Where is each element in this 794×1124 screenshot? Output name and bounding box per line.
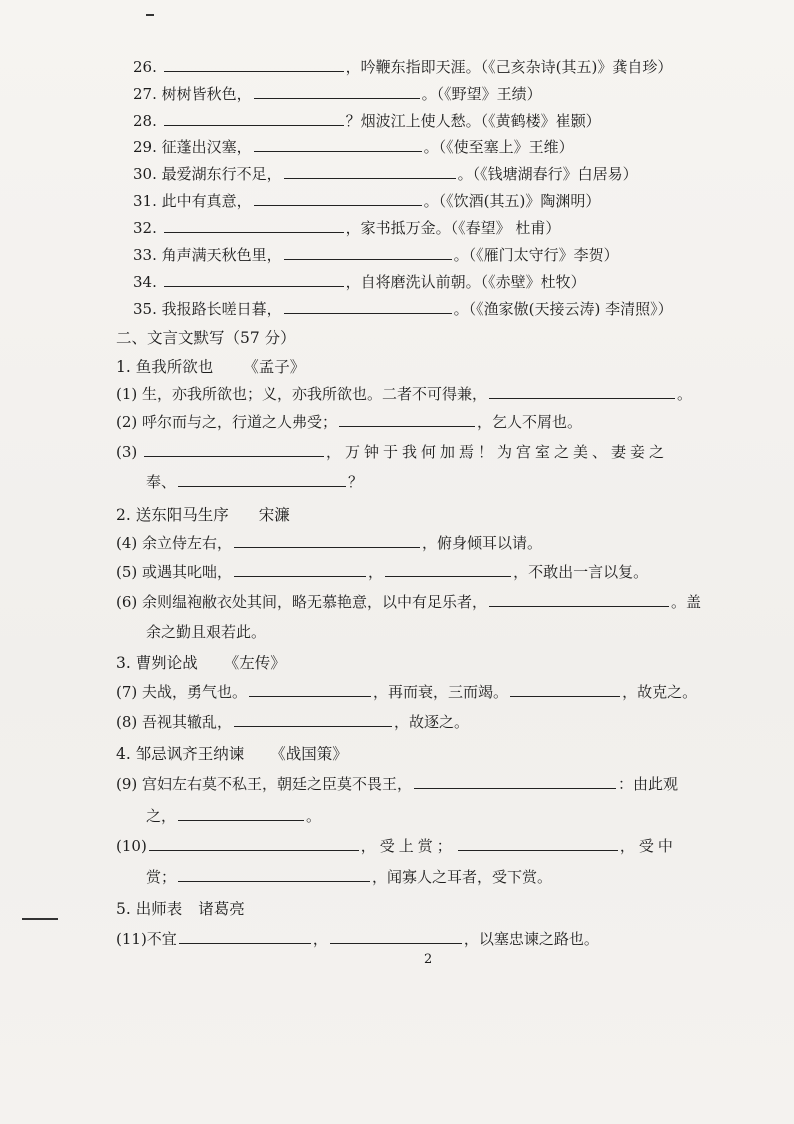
answer-blank[interactable] — [414, 774, 616, 789]
passage-title-5: 5. 出师表 诸葛亮 — [116, 900, 245, 918]
question-2: (2) 呼尔而与之，行道之人弗受； ，乞人不屑也。 — [116, 413, 583, 431]
question-3-cont: 奉、 ？ — [146, 473, 364, 491]
answer-blank[interactable] — [249, 682, 371, 697]
section-heading: 二、文言文默写（57 分） — [116, 329, 296, 347]
question-9: (9) 宫妇左右莫不私王，朝廷之臣莫不畏王， ：由此观 — [116, 775, 679, 793]
answer-blank[interactable] — [489, 384, 675, 399]
answer-blank[interactable] — [339, 412, 475, 427]
answer-blank[interactable] — [164, 272, 344, 287]
question-3: (3) ，万钟于我何加焉！为宫室之美、妻妾之 — [116, 443, 669, 461]
question-33: 33. 角声满天秋色里， 。（《雁门太守行》李贺） — [133, 246, 619, 264]
answer-blank[interactable] — [178, 472, 346, 487]
answer-blank[interactable] — [234, 562, 366, 577]
answer-blank[interactable] — [510, 682, 620, 697]
question-4: (4) 余立侍左右， ，俯身倾耳以请。 — [116, 534, 543, 552]
question-29: 29. 征蓬出汉塞， 。（《使至塞上》王维） — [133, 138, 574, 156]
question-35: 35. 我报路长嗟日暮， 。（《渔家傲(天接云涛) 李清照》） — [133, 300, 673, 318]
passage-title-4: 4. 邹忌讽齐王纳谏 《战国策》 — [116, 745, 348, 763]
answer-blank[interactable] — [284, 299, 452, 314]
answer-blank[interactable] — [164, 111, 344, 126]
answer-blank[interactable] — [164, 218, 344, 233]
question-5: (5) 或遇其叱咄， ， ，不敢出一言以复。 — [116, 563, 649, 581]
question-10: (10) ，受上赏； ，受中 — [116, 837, 677, 855]
answer-blank[interactable] — [489, 592, 669, 607]
question-26: 26. ，吟鞭东指即天涯。（《己亥杂诗(其五)》龚自珍） — [133, 58, 673, 76]
question-10-cont: 赏； ，闻寡人之耳者，受下赏。 — [146, 868, 553, 886]
answer-blank[interactable] — [178, 806, 304, 821]
question-28: 28. ？烟波江上使人愁。（《黄鹤楼》崔颢） — [133, 112, 601, 130]
passage-title-3: 3. 曹刿论战 《左传》 — [116, 654, 286, 672]
answer-blank[interactable] — [164, 57, 344, 72]
question-6: (6) 余则缊袍敝衣处其间，略无慕艳意，以中有足乐者， 。盖 — [116, 593, 702, 611]
question-6-cont: 余之勤且艰若此。 — [146, 623, 267, 641]
question-9-cont: 之， 。 — [146, 807, 322, 825]
scan-mark-top — [146, 14, 154, 16]
answer-blank[interactable] — [284, 245, 452, 260]
answer-blank[interactable] — [458, 836, 618, 851]
answer-blank[interactable] — [144, 442, 324, 457]
question-34: 34. ，自将磨洗认前朝。（《赤壁》杜牧） — [133, 273, 586, 291]
question-8: (8) 吾视其辙乱， ，故逐之。 — [116, 713, 470, 731]
answer-blank[interactable] — [234, 533, 420, 548]
scan-mark-left — [22, 918, 58, 920]
answer-blank[interactable] — [254, 191, 422, 206]
question-32: 32. ，家书抵万金。（《春望》 杜甫） — [133, 219, 561, 237]
question-30: 30. 最爱湖东行不足， 。（《钱塘湖春行》白居易） — [133, 165, 638, 183]
passage-title-1: 1. 鱼我所欲也 《孟子》 — [116, 358, 306, 376]
answer-blank[interactable] — [178, 867, 370, 882]
answer-blank[interactable] — [179, 929, 311, 944]
answer-blank[interactable] — [254, 84, 420, 99]
answer-blank[interactable] — [284, 164, 456, 179]
question-7: (7) 夫战，勇气也。 ，再而衰，三而竭。 ，故克之。 — [116, 683, 698, 701]
answer-blank[interactable] — [385, 562, 511, 577]
question-1: (1) 生，亦我所欲也；义，亦我所欲也。二者不可得兼， 。 — [116, 385, 693, 403]
question-27: 27. 树树皆秋色， 。（《野望》王绩） — [133, 85, 542, 103]
question-31: 31. 此中有真意， 。（《饮酒(其五)》陶渊明） — [133, 192, 601, 210]
answer-blank[interactable] — [234, 712, 392, 727]
answer-blank[interactable] — [254, 137, 422, 152]
question-11: (11)不宜 ， ，以塞忠谏之路也。 — [116, 930, 599, 948]
page-number: 2 — [424, 952, 433, 967]
answer-blank[interactable] — [330, 929, 462, 944]
passage-title-2: 2. 送东阳马生序 宋濂 — [116, 506, 290, 524]
answer-blank[interactable] — [149, 836, 359, 851]
